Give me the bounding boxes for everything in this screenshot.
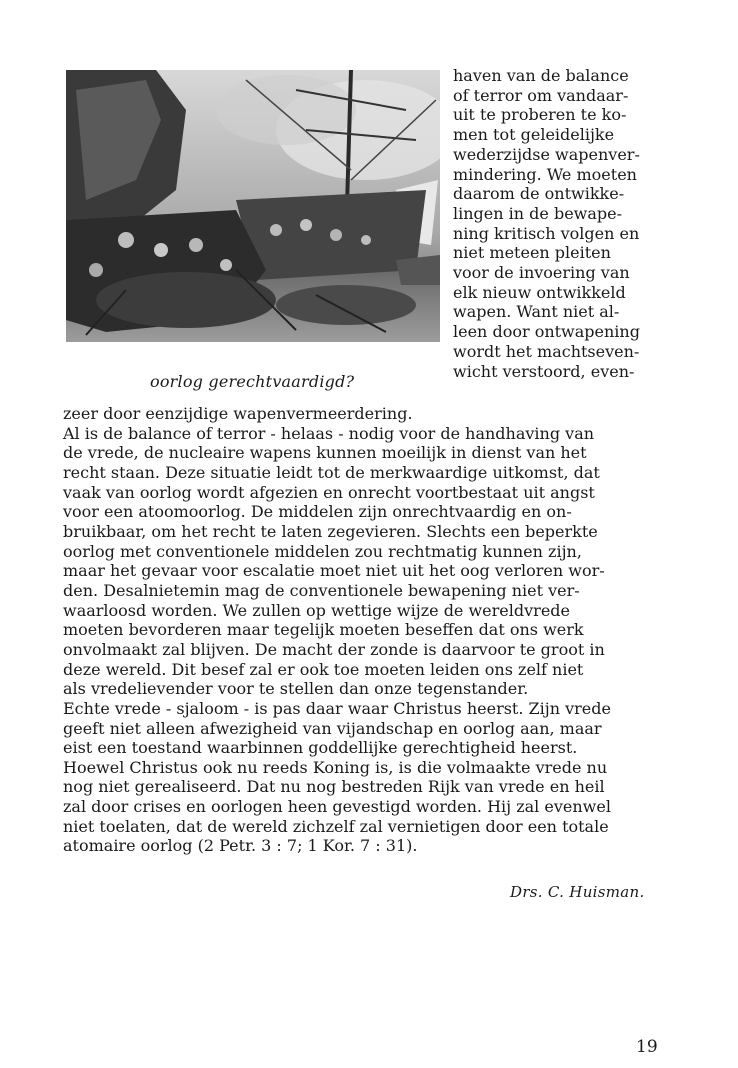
text-line: wicht verstoord, even-: [453, 361, 635, 381]
text-line: zal door crises en oorlogen heen gevestigd worden. Hij zal evenwel: [63, 797, 611, 817]
author-signature: Drs. C. Huisman.: [510, 883, 645, 901]
text-line: voor een atoomoorlog. De middelen zijn onrechtvaardig en on-: [63, 502, 572, 522]
text-line: voor de invoering van: [453, 263, 630, 283]
text-line: oorlog met conventionele middelen zou rechtmatig kunnen zijn,: [63, 541, 582, 561]
right-column-text: [453, 66, 673, 381]
text-line: lingen in de bewape-: [453, 203, 623, 223]
engraving-drawing: [66, 70, 440, 342]
page-number: 19: [636, 1037, 658, 1057]
text-line: atomaire oorlog (2 Petr. 3 : 7; 1 Kor. 7 : 31).: [63, 836, 418, 856]
text-line: mindering. We moeten: [453, 164, 637, 184]
text-line: maar het gevaar voor escalatie moet niet uit het oog verloren wor-: [63, 561, 605, 581]
text-line: wederzijdse wapenver-: [453, 144, 640, 164]
text-line: haven van de balance: [453, 66, 629, 85]
main-body-text: [63, 404, 663, 856]
text-line: recht staan. Deze situatie leidt tot de merkwaardige uitkomst, dat: [63, 462, 600, 482]
text-line: daarom de ontwikke-: [453, 184, 625, 204]
text-line: ning kritisch volgen en: [453, 223, 640, 243]
text-line: elk nieuw ontwikkeld: [453, 282, 626, 302]
text-line: Hoewel Christus ook nu reeds Koning is, is die volmaakte vrede nu: [63, 757, 608, 777]
text-line: eist een toestand waarbinnen goddellijke gerechtigheid heerst.: [63, 738, 578, 758]
battle-engraving-image: [66, 70, 440, 342]
text-line: niet meteen pleiten: [453, 243, 611, 263]
text-line: men tot geleidelijke: [453, 125, 615, 145]
text-line: zeer door eenzijdige wapenvermeerdering.: [63, 404, 413, 423]
text-line: de vrede, de nucleaire wapens kunnen moeilijk in dienst van het: [63, 443, 587, 463]
text-line: Al is de balance of terror - helaas - nodig voor de handhaving van: [63, 423, 595, 443]
text-line: leen door ontwapening: [453, 322, 640, 342]
text-line: nog niet gerealiseerd. Dat nu nog bestreden Rijk van vrede en heil: [63, 777, 605, 797]
figure-caption: oorlog gerechtvaardigd?: [150, 372, 355, 391]
text-line: Echte vrede - sjaloom - is pas daar waar Christus heerst. Zijn vrede: [63, 698, 611, 718]
text-line: wapen. Want niet al-: [453, 302, 620, 322]
text-line: waarloosd worden. We zullen op wettige wijze de wereldvrede: [63, 600, 570, 620]
text-line: of terror om vandaar-: [453, 85, 629, 105]
text-line: deze wereld. Dit besef zal er ook toe moeten leiden ons zelf niet: [63, 659, 584, 679]
text-line: den. Desalnietemin mag de conventionele bewapening niet ver-: [63, 580, 580, 600]
text-line: bruikbaar, om het recht te laten zegevieren. Slechts een beperkte: [63, 521, 598, 541]
text-line: geeft niet alleen afwezigheid van vijandschap en oorlog aan, maar: [63, 718, 602, 738]
text-line: niet toelaten, dat de wereld zichzelf zal vernietigen door een totale: [63, 816, 609, 836]
text-line: als vredelievender voor te stellen dan onze tegenstander.: [63, 679, 529, 699]
text-line: uit te proberen te ko-: [453, 105, 627, 125]
text-line: vaak van oorlog wordt afgezien en onrecht voortbestaat uit angst: [63, 482, 595, 502]
text-line: moeten bevorderen maar tegelijk moeten beseffen dat ons werk: [63, 620, 584, 640]
text-line: onvolmaakt zal blijven. De macht der zonde is daarvoor te groot in: [63, 639, 605, 659]
text-line: wordt het machtseven-: [453, 341, 640, 361]
